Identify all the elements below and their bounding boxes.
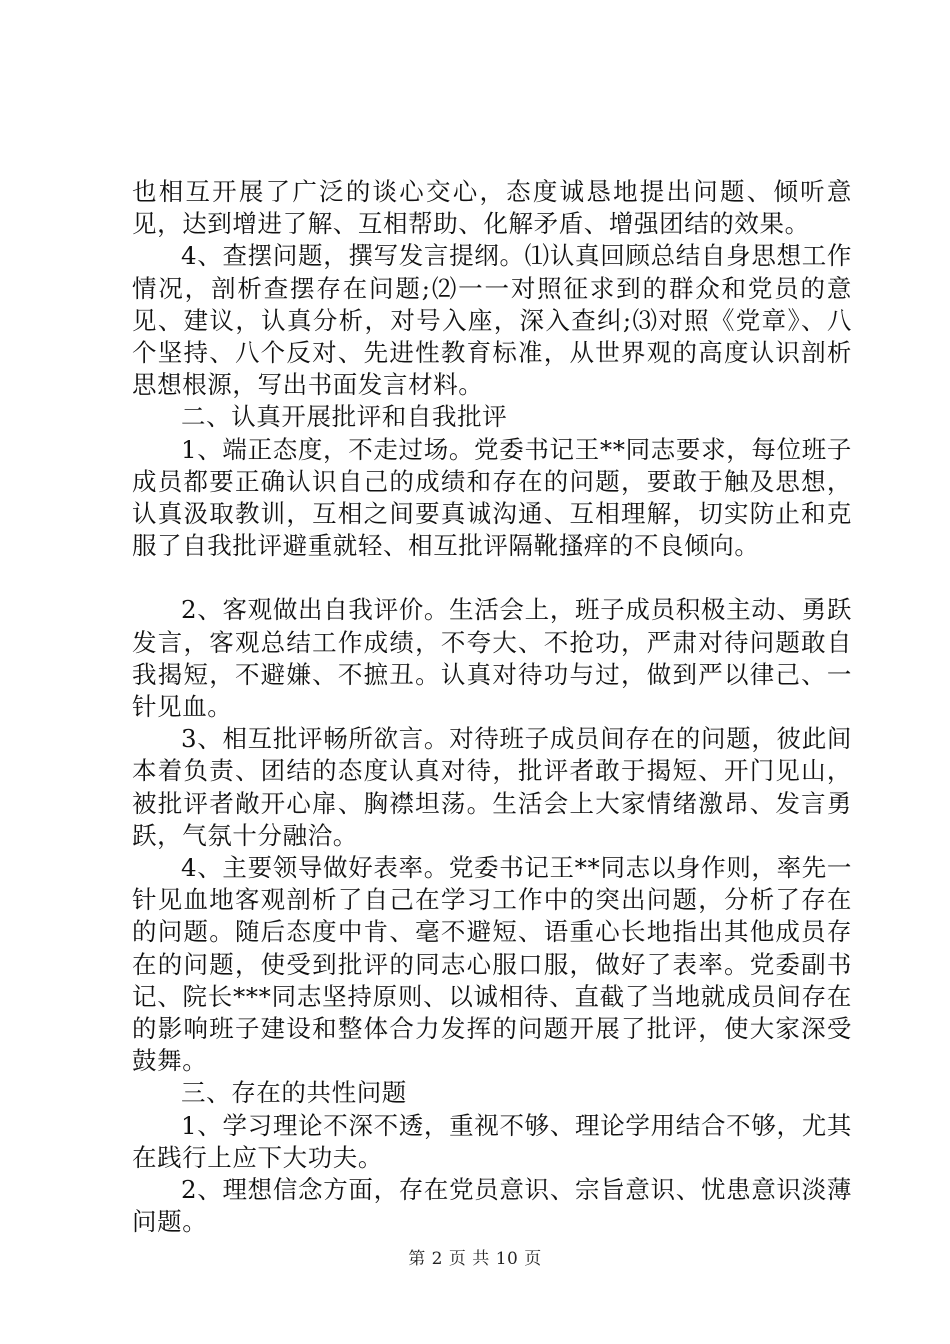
- section-heading-2: 二、认真开展批评和自我批评: [181, 402, 508, 432]
- section-heading-3: 三、存在的共性问题: [181, 1078, 407, 1108]
- page-footer: [0, 1244, 950, 1269]
- paragraph-gap: [132, 562, 852, 594]
- paragraph-item-2-self-evaluation: 2、客观做出自我评价。生活会上，班子成员积极主动、勇跃发言，客观总结工作成绩，不夸大、不抢功，严肃对待问题敢自我揭短，不避嫌、不摭丑。认真对待功与过，做到严以律己、一针见血。: [132, 595, 852, 722]
- paragraph-problem-2: 2、理想信念方面，存在党员意识、宗旨意识、忧患意识淡薄问题。: [132, 1175, 852, 1237]
- paragraph-item-4-outline: 4、查摆问题，撰写发言提纲。⑴认真回顾总结自身思想工作情况，剖析查摆存在问题;⑵一一对照征求到的群众和党员的意见、建议，认真分析，对号入座，深入查纠;⑶对照《党章》、八个坚持、八个反对、先进性教育标准，从世界观的高度认识剖析思想根源，写出书面发言材料。: [132, 241, 852, 400]
- paragraph-item-1-attitude: 1、端正态度，不走过场。党委书记王**同志要求，每位班子成员都要正确认识自己的成绩和存在的问题，要敢于触及思想，认真汲取教训，互相之间要真诚沟通、互相理解，切实防止和克服了自我批评避重就轻、相互批评隔靴搔痒的不良倾向。: [132, 434, 852, 561]
- document-body: [132, 176, 852, 1239]
- paragraph-item-4-leadership: 4、主要领导做好表率。党委书记王**同志以身作则，率先一针见血地客观剖析了自己在学习工作中的突出问题，分析了存在的问题。随后态度中肯、毫不避短、语重心长地指出其他成员存在的问题，使受到批评的同志心服口服，做好了表率。党委副书记、院长***同志坚持原则、以诚相待、直截了当地就成员间存在的影响班子建设和整体合力发挥的问题开展了批评，使大家深受鼓舞。: [132, 853, 852, 1076]
- paragraph-problem-1: 1、学习理论不深不透，重视不够、理论学用结合不够，尤其在践行上应下大功夫。: [132, 1110, 852, 1172]
- page-number-label: 第 2 页 共 10 页: [408, 1249, 542, 1269]
- paragraph-item-3-mutual-criticism: 3、相互批评畅所欲言。对待班子成员间存在的问题，彼此间本着负责、团结的态度认真对待，批评者敢于揭短、开门见山，被批评者敞开心扉、胸襟坦荡。生活会上大家情绪激昂、发言勇跃，气氛十分融洽。: [132, 724, 852, 850]
- paragraph-continuation: 也相互开展了广泛的谈心交心，态度诚恳地提出问题、倾听意见，达到增进了解、互相帮助、化解矛盾、增强团结的效果。: [132, 177, 852, 239]
